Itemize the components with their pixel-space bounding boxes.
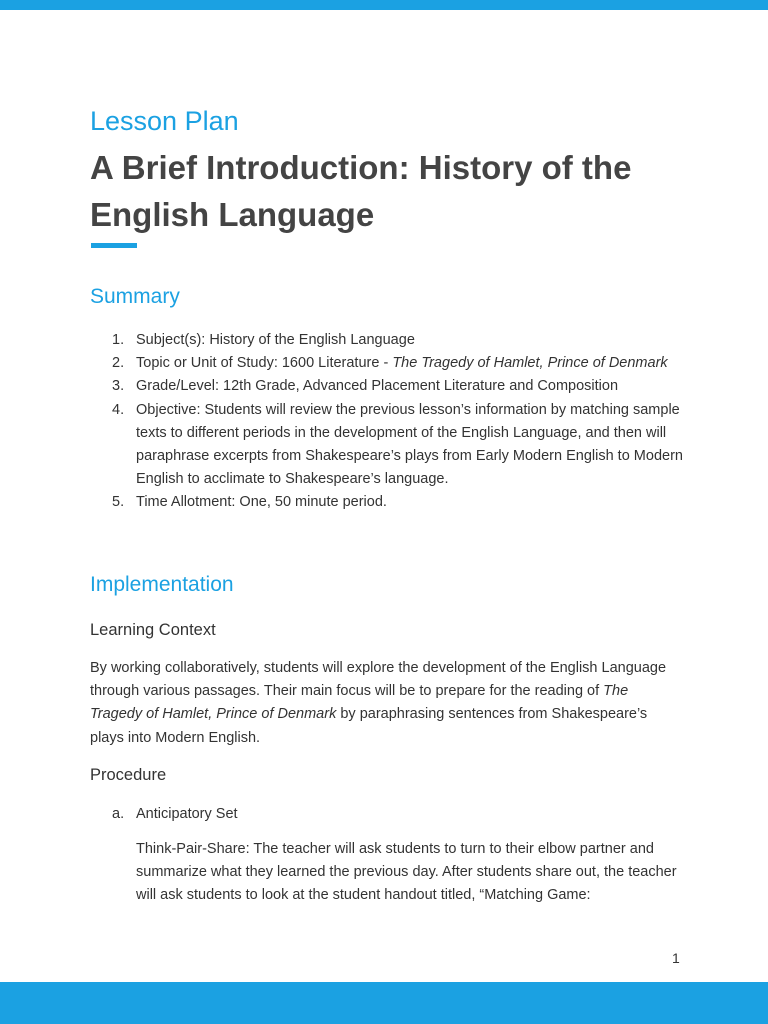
list-marker: 3. bbox=[112, 378, 125, 395]
summary-item bbox=[90, 375, 690, 398]
summary-item bbox=[90, 329, 690, 352]
learning-context-heading: Learning Context bbox=[90, 621, 216, 639]
summary-list bbox=[90, 329, 690, 515]
list-marker: 1. bbox=[112, 332, 125, 348]
summary-item bbox=[90, 352, 690, 375]
anticipatory-set-paragraph: Think-Pair-Share: The teacher will ask students to turn to their elbow partner and summarize what they learned the previous day. After students share out, the teacher will ask students to look at the student handout titled, “Matching Game: bbox=[136, 841, 677, 903]
summary-heading: Summary bbox=[90, 285, 180, 308]
bottom-accent-bar bbox=[0, 982, 768, 1024]
procedure-item bbox=[90, 803, 690, 826]
summary-item-text: Subject(s): History of the English Language bbox=[136, 332, 415, 348]
list-marker: 2. bbox=[112, 355, 125, 372]
list-marker: a. bbox=[112, 806, 125, 822]
document-title: A Brief Introduction: History of the English Language bbox=[90, 149, 632, 233]
summary-item bbox=[90, 399, 690, 492]
implementation-heading: Implementation bbox=[90, 573, 234, 596]
summary-item-text: Topic or Unit of Study: 1600 Literature - bbox=[136, 355, 393, 372]
title-underline bbox=[91, 243, 137, 248]
list-marker: 5. bbox=[112, 494, 125, 511]
procedure-heading: Procedure bbox=[90, 766, 167, 784]
summary-item-text: Time Allotment: One, 50 minute period. bbox=[136, 494, 387, 511]
summary-item bbox=[90, 491, 690, 514]
paragraph-text: by paraphrasing sentences from Shakespeare’s plays into Modern English. bbox=[90, 706, 648, 746]
document-kicker: Lesson Plan bbox=[90, 106, 239, 136]
list-marker: 4. bbox=[112, 401, 125, 418]
top-accent-bar bbox=[0, 0, 768, 10]
paragraph-text: By working collaboratively, students will explore the development of the English Language through various passages. Their main focus will be to prepare for the reading of bbox=[90, 660, 667, 700]
procedure-list bbox=[90, 803, 690, 826]
summary-item-text: Objective: Students will review the previous lesson’s information by matching sample texts to different periods in the development of the English Language, and then will paraphrase excerpts from Shakespeare’s plays from Early Modern English to Modern English to acclimate to Shakespeare’s language. bbox=[136, 401, 683, 488]
page-number: 1 bbox=[672, 950, 680, 966]
summary-item-text: Grade/Level: 12th Grade, Advanced Placement Literature and Composition bbox=[136, 378, 619, 395]
procedure-item-label: Anticipatory Set bbox=[136, 806, 238, 822]
work-title: The Tragedy of Hamlet, Prince of Denmark bbox=[90, 683, 629, 723]
learning-context-paragraph bbox=[90, 657, 682, 750]
work-title: The Tragedy of Hamlet, Prince of Denmark bbox=[392, 355, 668, 372]
